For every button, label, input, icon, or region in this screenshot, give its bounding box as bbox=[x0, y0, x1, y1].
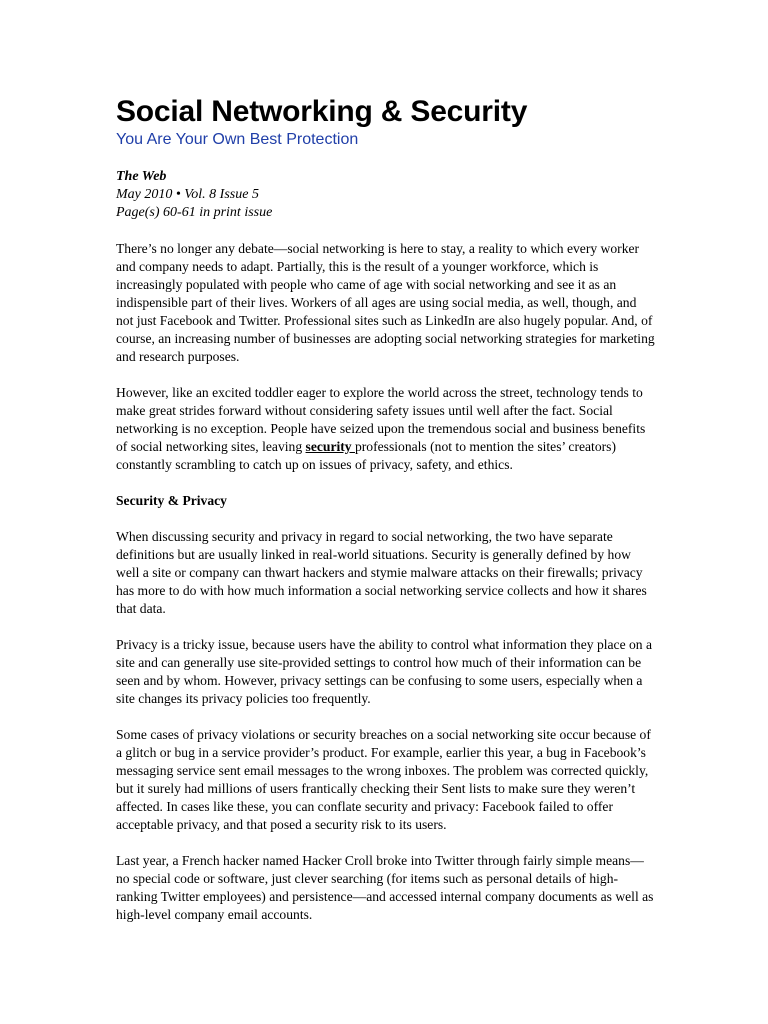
paragraph-4: Privacy is a tricky issue, because users have the ability to control what information they place on a site and can generally use site-provided settings to control how much of their information can be seen and by whom. However, privacy settings can be confusing to some users, especially when a site changes its privacy policies too frequently. bbox=[116, 637, 653, 706]
paragraph-2 bbox=[116, 384, 656, 474]
spacer bbox=[116, 474, 656, 492]
article-subtitle: You Are Your Own Best Protection bbox=[116, 131, 359, 148]
section-heading: Security & Privacy bbox=[116, 493, 227, 508]
spacer bbox=[116, 834, 656, 852]
article-title: Social Networking & Security bbox=[116, 95, 528, 128]
paragraph-5: Some cases of privacy violations or security breaches on a social networking site occur because of a glitch or bug in a service provider’s product. For example, earlier this year, a bug in Facebook’s messaging service sent email messages to the wrong inboxes. The problem was corrected quickly, but it surely had millions of users frantically checking their Sent lists to make sure they weren’t affected. In cases like these, you can conflate security and privacy: Facebook failed to offer acceptable privacy, and that posed a security risk to its users. bbox=[116, 727, 651, 832]
article-source: The Web bbox=[116, 169, 167, 184]
spacer bbox=[116, 366, 656, 384]
document-page bbox=[116, 94, 656, 924]
spacer bbox=[116, 510, 656, 528]
spacer bbox=[116, 708, 656, 726]
spacer bbox=[116, 618, 656, 636]
paragraph-2-start: However, like an excited toddler eager to explore the world across the street, technology tends to make great strides forward without considering safety issues until well after the fact. Social networking is no exception. People have seized upon the tremendous social and business benefits of social networking sites, leaving bbox=[116, 385, 646, 454]
paragraph-2-end: professionals (not to mention the sites’ creators) constantly scrambling to catch up on issues of privacy, safety, and ethics. bbox=[116, 439, 616, 472]
paragraph-6: Last year, a French hacker named Hacker Croll broke into Twitter through fairly simple means—no special code or software, just clever searching (for items such as personal details of high-ranking Twitter employees) and persistence—and accessed internal company documents as well as high-level company email accounts. bbox=[116, 853, 654, 922]
paragraph-3: When discussing security and privacy in regard to social networking, the two have separate definitions but are usually linked in real-world situations. Security is generally defined by how well a site or company can thwart hackers and stymie malware attacks on their firewalls; privacy has more to do with how much information a social networking service collects and how it shares that data. bbox=[116, 529, 647, 616]
security-link[interactable]: security bbox=[305, 439, 355, 454]
spacer bbox=[116, 222, 656, 240]
article-issue: May 2010 • Vol. 8 Issue 5 bbox=[116, 187, 259, 202]
article-pages: Page(s) 60-61 in print issue bbox=[116, 205, 273, 220]
paragraph-1: There’s no longer any debate—social networking is here to stay, a reality to which every worker and company needs to adapt. Partially, this is the result of a younger workforce, which is increasingly populated with people who came of age with social networking and see it as an indispensible part of their lives. Workers of all ages are using social media, as well, though, and not just Facebook and Twitter. Professional sites such as LinkedIn are also hugely popular. And, of course, an increasing number of businesses are adopting social networking strategies for marketing and research purposes. bbox=[116, 241, 655, 364]
